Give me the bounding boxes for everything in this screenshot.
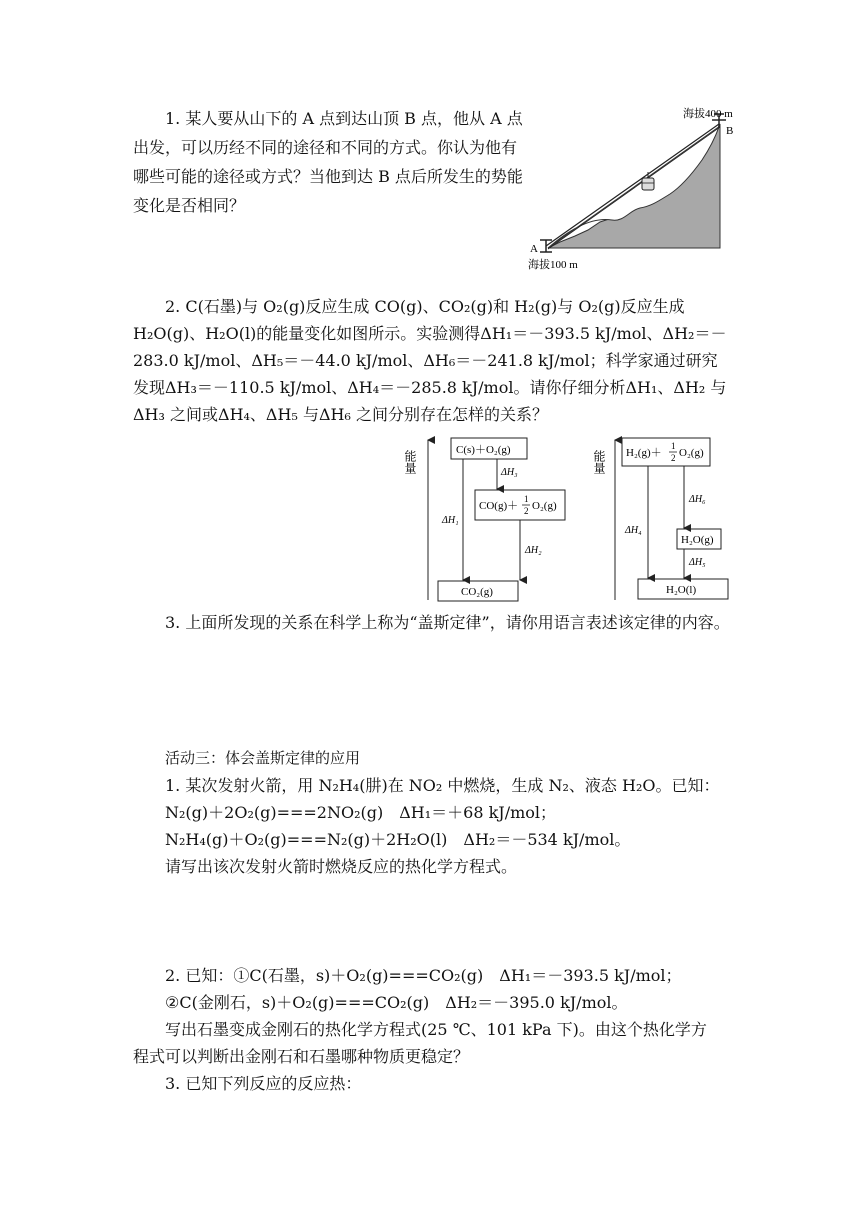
activity-3-q1-line-4: 请写出该次发射火箭时燃烧反应的热化学方程式。 bbox=[165, 857, 518, 876]
label-dh6: ΔH₆ bbox=[689, 494, 706, 505]
box-h2o-gas-text: H₂O(g) bbox=[681, 534, 714, 546]
activity-3-q1-line-3: N₂H₄(g)＋O₂(g)===N₂(g)＋2H₂O(l) ΔH₂＝－534 kJ/mol。 bbox=[165, 830, 631, 849]
top-altitude-label: 海拔400 m bbox=[683, 108, 733, 120]
box-h2-text: H₂(g)＋ bbox=[626, 447, 662, 459]
label-dh2: ΔH₂ bbox=[525, 545, 542, 556]
energy-diagram-carbon bbox=[405, 432, 575, 604]
box-co2-text: CO₂(g) bbox=[461, 586, 493, 598]
activity-3-heading: 活动三：体会盖斯定律的应用 bbox=[165, 749, 361, 767]
activity-3-q2-line-4: 程式可以判断出金刚石和石墨哪种物质更稳定？ bbox=[133, 1047, 470, 1066]
energy-axis-label: 能量 bbox=[403, 450, 417, 474]
activity-3-q1-line-2: N₂(g)＋2O₂(g)===2NO₂(g) ΔH₁＝＋68 kJ/mol； bbox=[165, 803, 557, 822]
point-b-label: B bbox=[726, 125, 734, 137]
question-1: 1. 某人要从山下的 A 点到达山顶 B 点，他从 A 点出发，可以历经不同的途径和不同的方式。你认为他有哪些可能的途径或方式？当他到达 B 点后所发生的势能变化是否相同？ bbox=[133, 109, 523, 215]
bottom-altitude-label: 海拔100 m bbox=[528, 259, 578, 271]
box-co-frac-den: 2 bbox=[524, 506, 529, 516]
box-h2-frac-den: 2 bbox=[671, 453, 676, 463]
energy-axis-label-2: 能量 bbox=[592, 450, 606, 474]
label-dh4: ΔH₄ bbox=[625, 525, 642, 536]
mountain-figure bbox=[520, 100, 750, 275]
energy-diagram-hydrogen bbox=[592, 432, 745, 604]
activity-3-q2-line-3: 写出石墨变成金刚石的热化学方程式(25 ℃、101 kPa 下)。由这个热化学方 bbox=[165, 1020, 707, 1039]
box-co-text: CO(g)＋ bbox=[479, 500, 519, 512]
box-h2-o2-text: O₂(g) bbox=[679, 447, 704, 459]
label-dh1: ΔH₁ bbox=[442, 515, 459, 526]
question-2: 2. C(石墨)与 O₂(g)反应生成 CO(g)、CO₂(g)和 H₂(g)与 O₂(g)反应生成 H₂O(g)、H₂O(l)的能量变化如图所示。实验测得ΔH₁＝－393.5 kJ/mol、ΔH₂＝－283.0 kJ/mol、ΔH₅＝－44.0 kJ/mol、ΔH₆＝－241.8 kJ/mol；科学家通过研究发现ΔH₃＝－110.5 kJ/mol、ΔH₄＝－285.8 kJ/mol。请你仔细分析ΔH₁、ΔH₂ 与ΔH₃ 之间或ΔH₄、ΔH₅ 与ΔH₆ 之间分别存在怎样的关系？ bbox=[133, 297, 727, 424]
point-a-label: A bbox=[530, 243, 538, 255]
box-co-o2-text: O₂(g) bbox=[532, 500, 557, 512]
question-3: 3. 上面所发现的关系在科学上称为“盖斯定律”，请你用语言表述该定律的内容。 bbox=[165, 613, 730, 632]
label-dh3: ΔH₃ bbox=[501, 467, 518, 478]
box-co-frac-num: 1 bbox=[524, 494, 529, 504]
activity-3-q1-line-1: 1. 某次发射火箭，用 N₂H₄(肼)在 NO₂ 中燃烧，生成 N₂、液态 H₂O。已知： bbox=[165, 776, 720, 795]
activity-3-q2-line-1: 2. 已知：①C(石墨，s)＋O₂(g)===CO₂(g) ΔH₁＝－393.5 kJ/mol； bbox=[165, 966, 682, 985]
box-c-o2-text: C(s)＋O₂(g) bbox=[456, 444, 511, 456]
label-dh5: ΔH₅ bbox=[689, 557, 706, 568]
box-h2-frac-num: 1 bbox=[671, 441, 676, 451]
activity-3-q3-line-1: 3. 已知下列反应的反应热： bbox=[165, 1074, 362, 1093]
box-h2o-liquid-text: H₂O(l) bbox=[666, 584, 697, 596]
activity-3-q2-line-2: ②C(金刚石，s)＋O₂(g)===CO₂(g) ΔH₂＝－395.0 kJ/mol。 bbox=[165, 993, 628, 1012]
